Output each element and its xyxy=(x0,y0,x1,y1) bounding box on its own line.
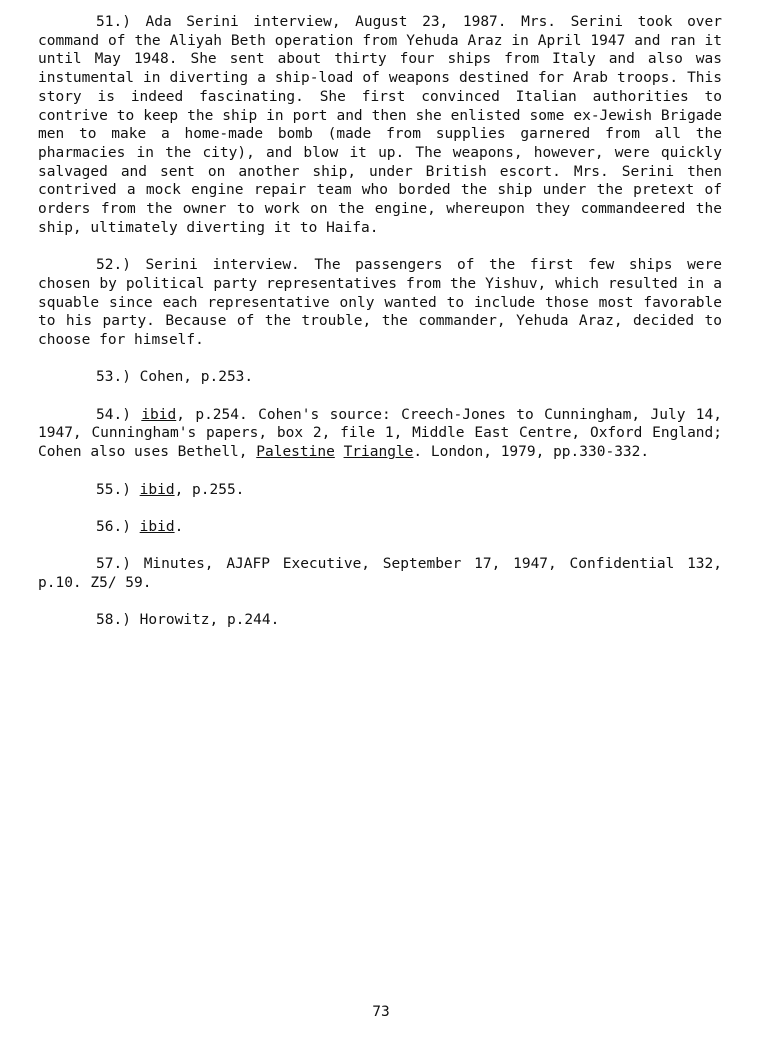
book-title-word: Triangle xyxy=(343,444,414,461)
footnote-text: Cohen, p.253. xyxy=(139,369,254,386)
ibid-reference: ibid xyxy=(139,481,175,498)
book-title-word: Palestine xyxy=(256,444,335,461)
page-number: 73 xyxy=(372,1004,390,1020)
footnote-text: Ada Serini interview, August 23, 1987. Mrs. Serini took over command of the Aliyah Beth operation from Yehuda Araz in April 1947 and ran it until May 1948. She sent about thirty four ships from Italy and also was instumental in diverting a ship-load of weapons destined for Arab troops. This story is indeed fascinating. She first convinced Italian authorities to contrive to keep the ship in port and then she enlisted some ex-Jewish Brigade men to make a home-made bomb (made from supplies garnered from all the pharmacies in the city), and blow it up. The weapons, however, were quickly salvaged and sent on another ship, under British escort. Mrs. Serini then contrived a mock engine repair team who borded the ship under the pretext of orders from the owner to work on the engine, whereupon they commandeered the ship, ultimately diverting it to Haifa. xyxy=(38,14,722,236)
footnote-number: 58.) xyxy=(96,612,131,629)
footnote-text: , p.255. xyxy=(174,481,245,498)
footnote-51 xyxy=(38,13,722,237)
footnote-number: 52.) xyxy=(96,257,131,274)
ibid-reference: ibid xyxy=(139,518,175,535)
footnote-text: Minutes, AJAFP Executive, September 17, 1947, Confidential 132, p.10. Z5/ 59. xyxy=(38,556,722,591)
footnote-text: Serini interview. The passengers of the first few ships were chosen by political party representatives from the Yishuv, which resulted in a squable since each representative only wanted to include those most favorable to his party. Because of the trouble, the commander, Yehuda Araz, decided to choose for himself. xyxy=(38,257,722,348)
footnote-text: , p.254. Cohen's source: Creech-Jones to Cunningham, July 14, 1947, Cunningham's papers, box 2, file 1, Middle East Centre, Oxford England; Cohen also uses Bethell, xyxy=(38,406,722,461)
footnote-number: 53.) xyxy=(96,369,131,386)
footnote-52 xyxy=(38,256,722,350)
footnote-number: 51.) xyxy=(96,14,131,30)
footnote-57 xyxy=(38,555,722,592)
footnote-number: 56.) xyxy=(96,518,131,535)
footnote-number: 55.) xyxy=(96,481,131,498)
footnote-text: Horowitz, p.244. xyxy=(139,612,280,629)
footnotes-list xyxy=(38,13,722,649)
ibid-reference: ibid xyxy=(141,406,177,423)
footnote-53 xyxy=(38,368,722,387)
footnote-58 xyxy=(38,611,722,630)
footnote-55 xyxy=(38,481,722,500)
footnote-text: . London, 1979, pp.330-332. xyxy=(413,444,650,461)
footnote-56 xyxy=(38,518,722,537)
footnote-text: . xyxy=(174,518,184,535)
footnote-number: 54.) xyxy=(96,406,131,423)
footnote-number: 57.) xyxy=(96,556,131,573)
footnote-54 xyxy=(38,406,722,462)
